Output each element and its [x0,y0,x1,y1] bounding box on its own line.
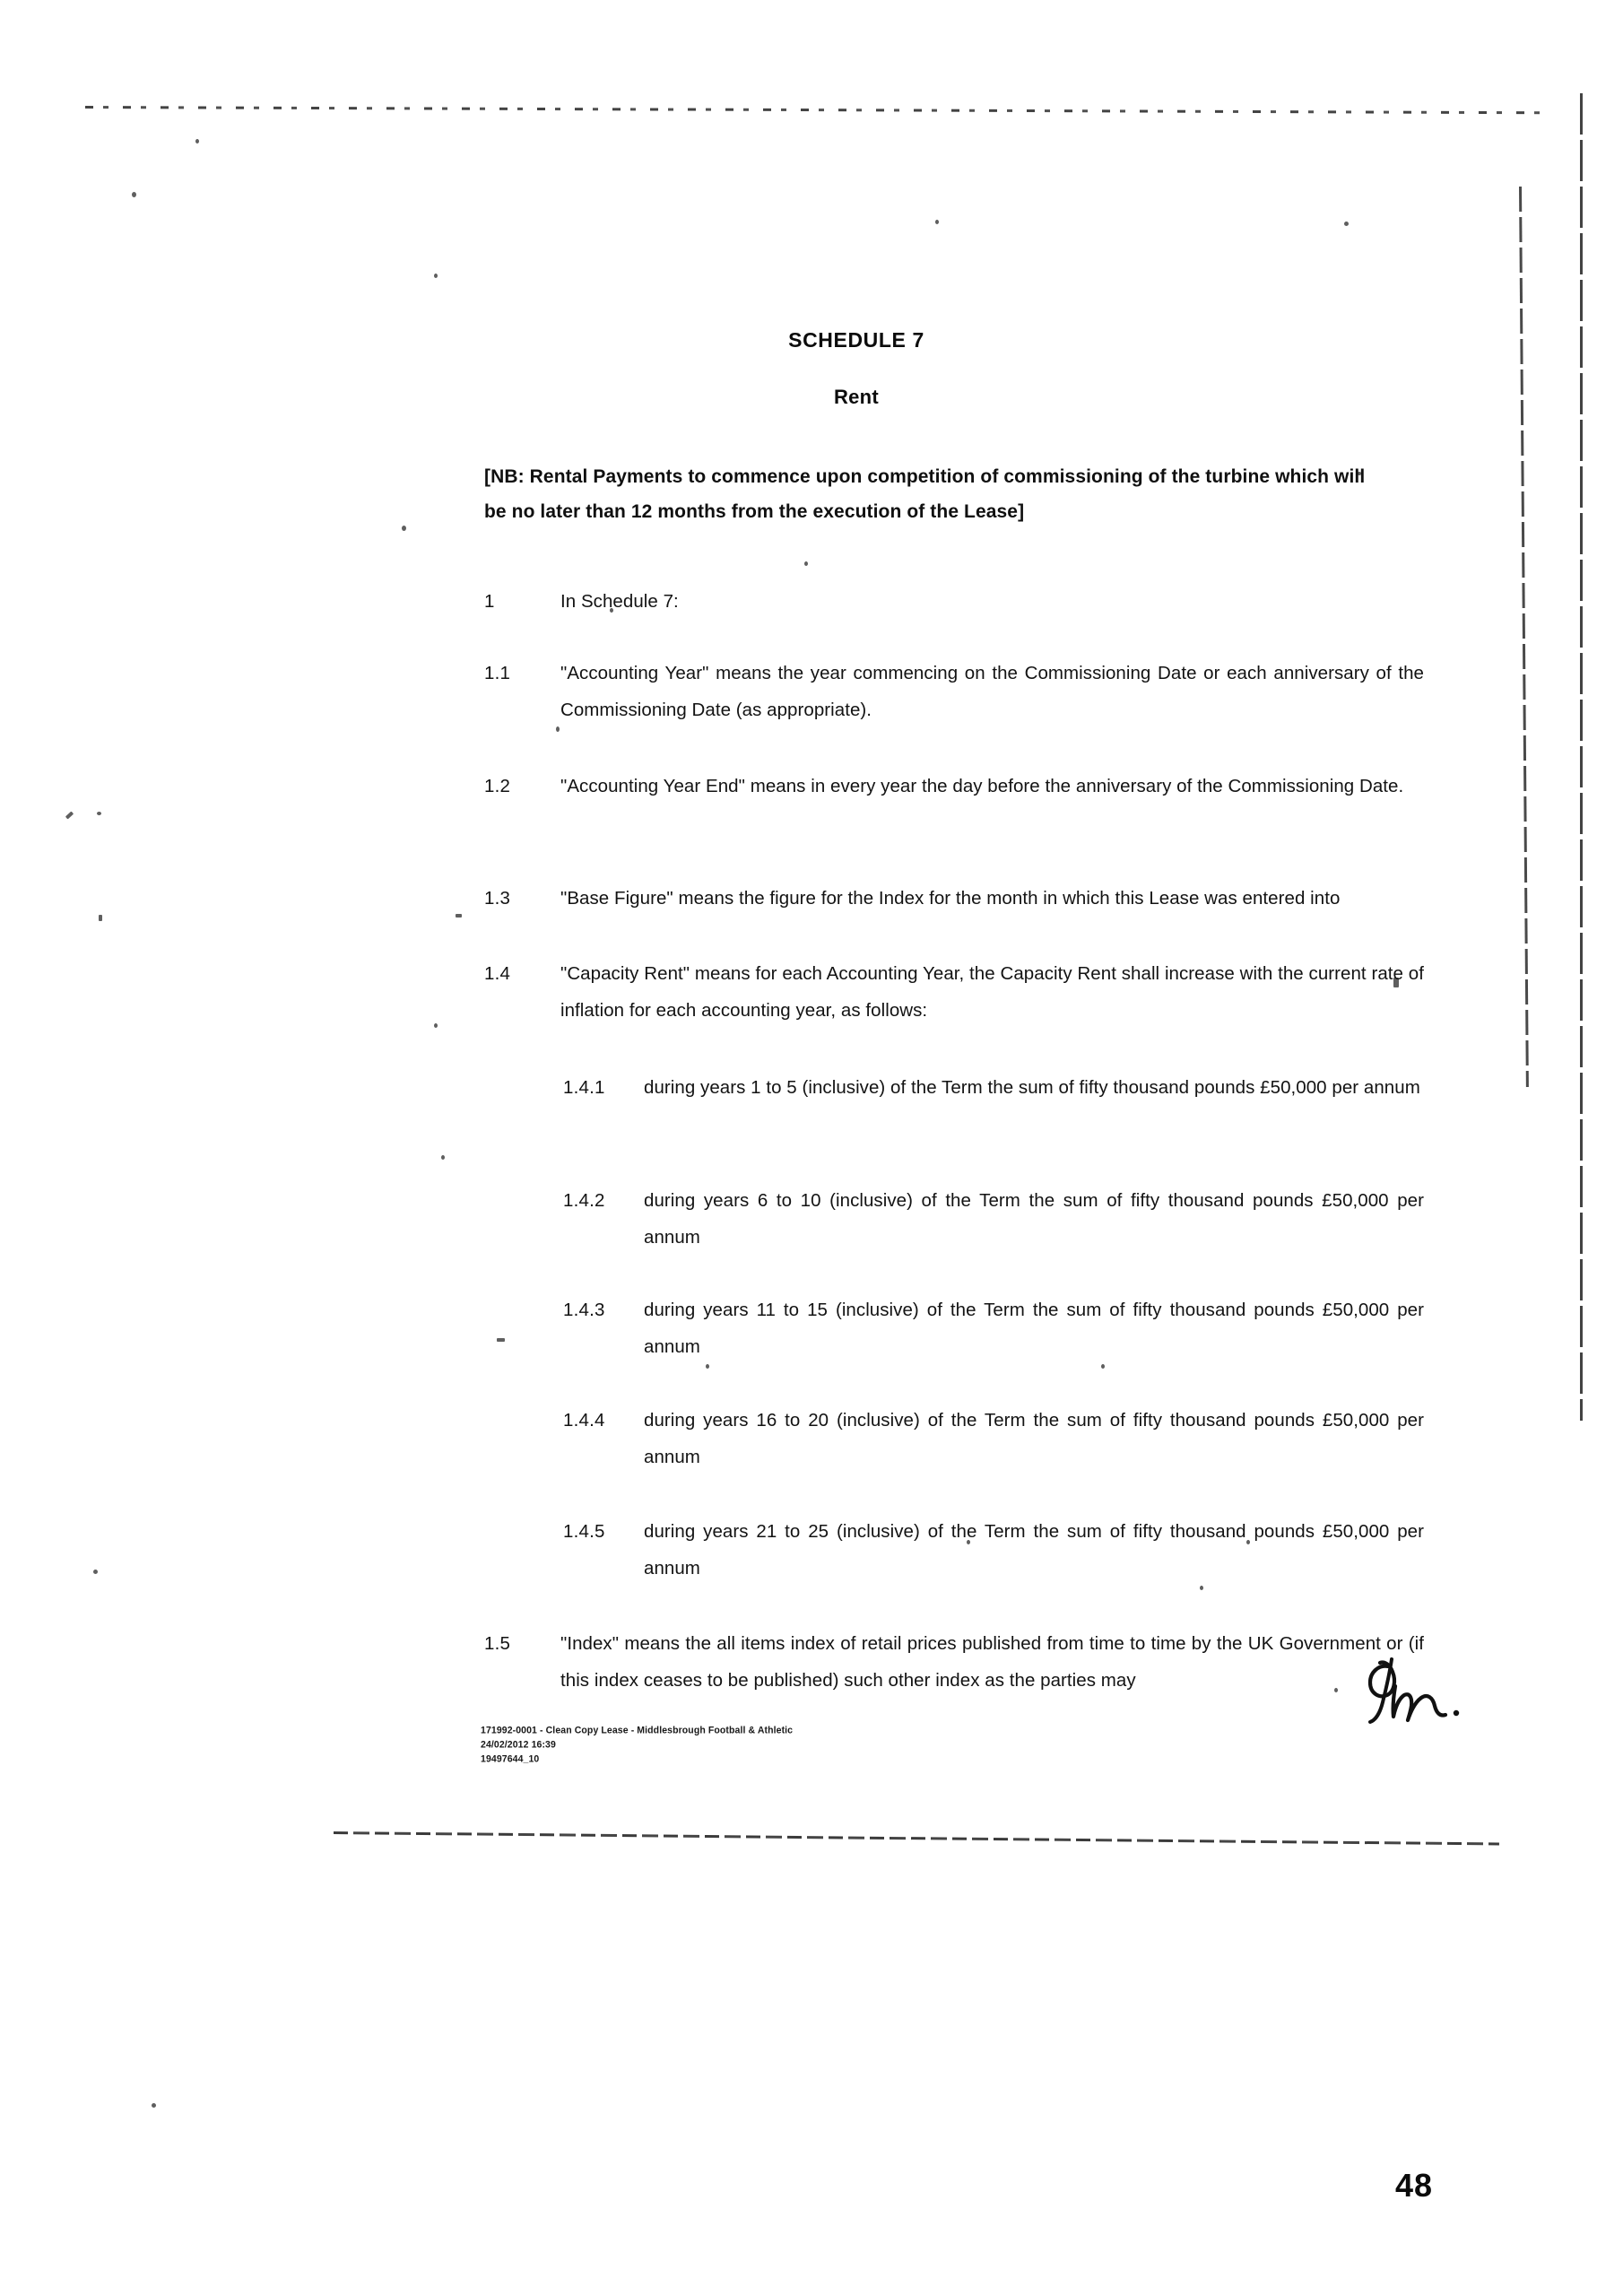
handwritten-initials [1352,1657,1487,1733]
footer-reference-block [481,1724,793,1767]
clause-1 [484,583,1424,620]
clause-number: 1.4.5 [563,1521,605,1542]
section-subtitle: Rent [833,386,880,408]
clause-number: 1.4 [484,963,511,984]
clause-1-2 [484,768,1424,804]
clause-1-4-5 [563,1513,1424,1587]
clause-text: during years 1 to 5 (inclusive) of the Term the sum of fifty thousand pounds £50,000 per annum [644,1077,1420,1098]
clause-1-5 [484,1625,1424,1699]
clause-text: during years 11 to 15 (inclusive) of the Term the sum of fifty thousand pounds £50,000 per annum [644,1300,1424,1357]
clause-number: 1.5 [484,1633,511,1654]
clause-number: 1 [484,591,495,612]
clause-1-4-3 [563,1292,1424,1365]
clause-text: In Schedule 7: [560,591,679,612]
clause-number: 1.4.2 [563,1190,605,1211]
clause-number: 1.4.1 [563,1077,605,1098]
clause-number: 1.1 [484,663,511,683]
clause-1-4 [484,955,1424,1029]
clause-number: 1.4.3 [563,1300,605,1320]
clause-1-4-1 [563,1069,1424,1106]
clause-text: during years 21 to 25 (inclusive) of the Term the sum of fifty thousand pounds £50,000 per annum [644,1521,1424,1578]
footer-line-docid: 19497644_10 [481,1752,540,1765]
clause-number: 1.3 [484,888,511,909]
nb-note: [NB: Rental Payments to commence upon competition of commissioning of the turbine which will be no later than 12 months from the execution of the Lease] [484,466,1366,522]
footer-line-matter: 171992-0001 - Clean Copy Lease - Middlesbrough Football & Athletic [481,1725,794,1736]
footer-line-timestamp: 24/02/2012 16:39 [481,1738,556,1751]
clause-text: "Accounting Year" means the year commencing on the Commissioning Date or each anniversary of the Commissioning Date (as appropriate). [560,663,1424,720]
clause-1-1 [484,655,1424,728]
clause-number: 1.2 [484,776,511,796]
clause-1-4-4 [563,1402,1424,1475]
clause-text: during years 16 to 20 (inclusive) of the Term the sum of fifty thousand pounds £50,000 per annum [644,1410,1424,1467]
page-number: 48 [1395,2167,1434,2204]
clause-number: 1.4.4 [563,1410,605,1431]
clause-text: "Capacity Rent" means for each Accounting Year, the Capacity Rent shall increase with the current rate of inflation for each accounting year, as follows: [560,963,1424,1021]
clause-1-3 [484,880,1424,917]
clause-text: "Accounting Year End" means in every year the day before the anniversary of the Commissioning Date. [560,776,1404,796]
clause-text: "Base Figure" means the figure for the Index for the month in which this Lease was entered into [560,888,1341,909]
clause-text: "Index" means the all items index of retail prices published from time to time by the UK Government or (if this index ceases to be published) such other index as the parties may [560,1633,1424,1691]
clause-1-4-2 [563,1182,1424,1256]
clause-text: during years 6 to 10 (inclusive) of the Term the sum of fifty thousand pounds £50,000 per annum [644,1190,1424,1248]
page-title: SCHEDULE 7 [788,328,924,352]
